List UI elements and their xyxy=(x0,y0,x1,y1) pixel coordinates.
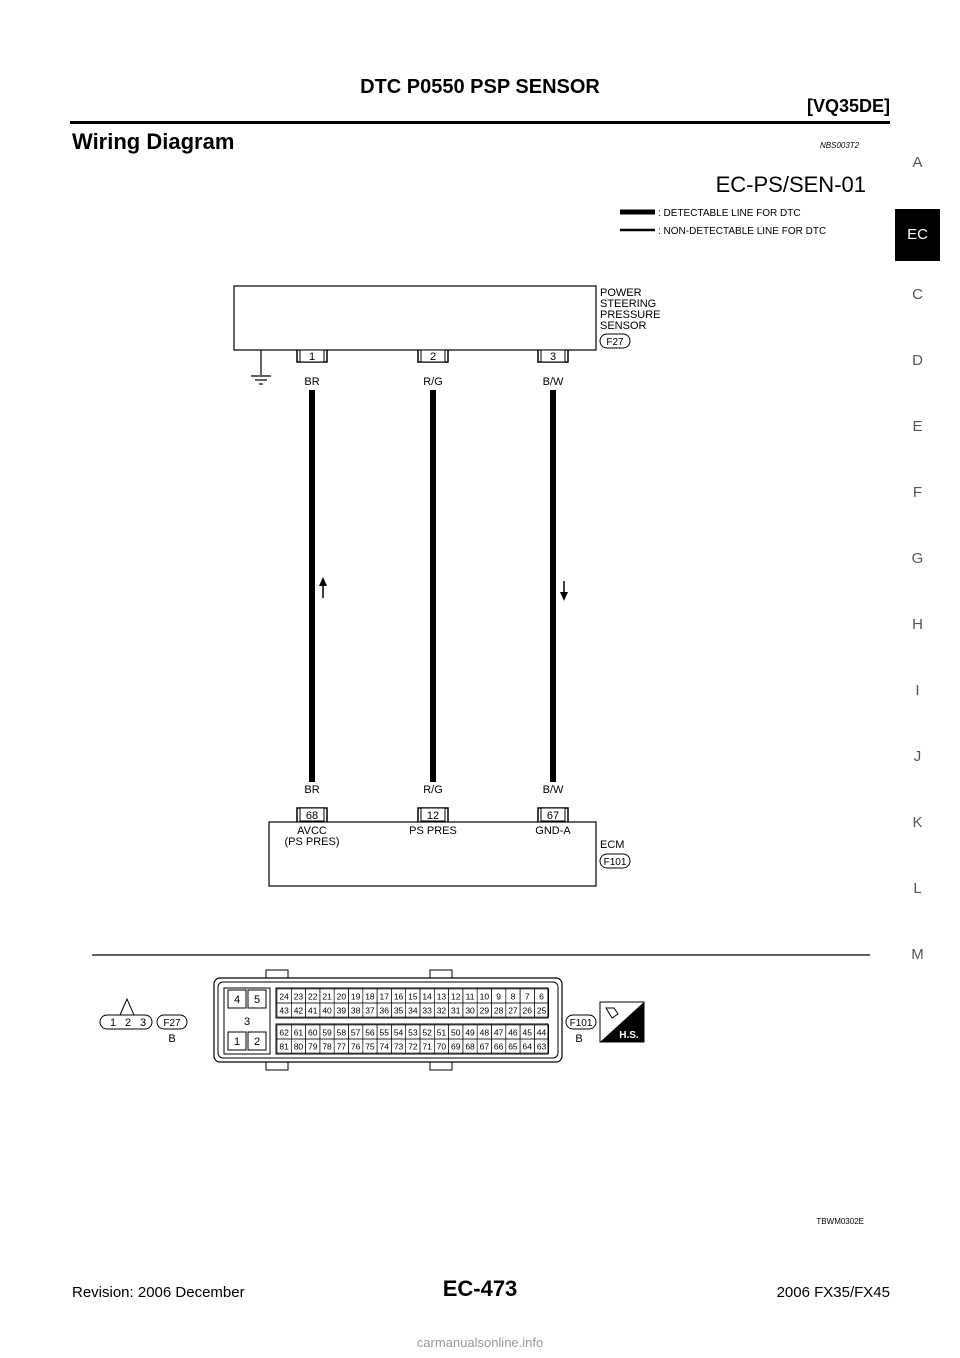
f101-pin-grid xyxy=(277,989,549,1053)
legend-non-detectable-text: : NON-DETECTABLE LINE FOR DTC xyxy=(658,226,827,237)
svg-text:2: 2 xyxy=(429,351,437,363)
f101-pin-label: 35 xyxy=(393,1005,404,1016)
f101-pin-label: 13 xyxy=(436,991,447,1002)
f101-pin-label: 66 xyxy=(493,1041,504,1052)
f101-pin-label: 38 xyxy=(350,1005,361,1016)
f101-pin-label: 43 xyxy=(279,1005,289,1016)
svg-text:4: 4 xyxy=(233,994,241,1006)
side-tab-m[interactable]: M xyxy=(911,946,924,963)
svg-text:67: 67 xyxy=(546,810,560,822)
f101-pin-label: 7 xyxy=(524,991,530,1002)
sensor-name-line-4: SENSOR xyxy=(600,320,647,332)
f101-pin-label: 44 xyxy=(536,1027,547,1038)
sensor-pin-3 xyxy=(538,350,568,363)
f101-pin-label: 31 xyxy=(451,1005,461,1016)
f101-pin-label: 69 xyxy=(451,1041,461,1052)
side-tab-f[interactable]: F xyxy=(912,484,923,501)
section-title: Wiring Diagram xyxy=(72,129,235,154)
f101-pin-label: 20 xyxy=(336,991,347,1002)
svg-text:1: 1 xyxy=(109,1017,117,1029)
svg-text:2: 2 xyxy=(253,1036,261,1048)
f101-pin-label: 78 xyxy=(322,1041,332,1052)
f101-pin-label: 45 xyxy=(522,1027,532,1038)
side-tab-k[interactable]: K xyxy=(912,814,923,831)
wire-color-top-1: BR xyxy=(304,376,320,388)
sensor-pin-2 xyxy=(418,350,448,363)
arrow-up-icon xyxy=(319,577,327,598)
ecm-pin-68 xyxy=(297,808,327,822)
f101-pin-label: 14 xyxy=(422,991,432,1002)
ecm-signal-avcc-sub: (PS PRES) xyxy=(284,836,340,848)
f101-pin-label: 25 xyxy=(536,1005,547,1016)
svg-text:1: 1 xyxy=(308,351,316,363)
side-tab-i[interactable]: I xyxy=(915,682,920,699)
wire-color-bottom-1: BR xyxy=(304,784,320,796)
f101-pin-label: 30 xyxy=(465,1005,475,1016)
f101-pin-label: 15 xyxy=(408,991,418,1002)
svg-text:1: 1 xyxy=(233,1036,241,1048)
svg-text:2: 2 xyxy=(124,1017,132,1029)
f101-pin-label: 22 xyxy=(308,991,318,1002)
ecm-signal-avcc: AVCC xyxy=(297,825,327,837)
footer-revision: Revision: 2006 December xyxy=(72,1284,245,1301)
f101-pin-label: 28 xyxy=(493,1005,504,1016)
f101-pin-label: 24 xyxy=(279,991,289,1002)
f101-pin-label: 73 xyxy=(393,1041,404,1052)
f101-pin-label: 56 xyxy=(365,1027,375,1038)
f101-pin-label: 76 xyxy=(350,1041,361,1052)
f101-pin-label: 75 xyxy=(365,1041,375,1052)
f101-pin-label: 8 xyxy=(510,991,516,1002)
f101-pin-label: 32 xyxy=(436,1005,447,1016)
f101-pin-label: 52 xyxy=(422,1027,432,1038)
f101-pin-label: 26 xyxy=(522,1005,532,1016)
f101-pin-label: 61 xyxy=(293,1027,304,1038)
footer-model: 2006 FX35/FX45 xyxy=(776,1284,890,1301)
f101-pin-label: 18 xyxy=(365,991,375,1002)
diagram-ref-code: TBWM0302E xyxy=(816,1217,864,1226)
svg-text:3: 3 xyxy=(139,1017,147,1029)
ecm-pin-12 xyxy=(418,808,448,822)
f101-pin-label: 50 xyxy=(451,1027,461,1038)
footer-page-number: EC-473 xyxy=(442,1276,518,1301)
header-divider xyxy=(70,121,890,124)
f101-pin-label: 40 xyxy=(322,1005,332,1016)
wire-color-bottom-3: B/W xyxy=(542,784,564,796)
svg-text:3: 3 xyxy=(549,351,557,363)
side-tab-a[interactable]: A xyxy=(912,154,923,171)
f101-pin-label: 68 xyxy=(465,1041,475,1052)
f101-pin-label: 9 xyxy=(496,991,502,1002)
wire-color-bottom-2: R/G xyxy=(423,784,443,796)
side-tab-e[interactable]: E xyxy=(912,418,923,435)
f101-pin-label: 48 xyxy=(479,1027,490,1038)
f101-pin-label: 71 xyxy=(422,1041,432,1052)
svg-text:F27: F27 xyxy=(163,1018,181,1029)
f101-pin-label: 6 xyxy=(539,991,544,1002)
engine-model-label: [VQ35DE] xyxy=(806,96,890,116)
f101-pin-label: 54 xyxy=(393,1027,404,1038)
f27-connector-view xyxy=(100,999,187,1045)
ecm-signal-gnd-a: GND-A xyxy=(535,825,571,837)
sensor-name-line-3: PRESSURE xyxy=(600,309,661,321)
f101-pin-label: 79 xyxy=(308,1041,318,1052)
f101-pin-label: 29 xyxy=(479,1005,490,1016)
f101-pin-label: 39 xyxy=(336,1005,347,1016)
harness-side-badge-icon xyxy=(600,1002,644,1042)
svg-text:68: 68 xyxy=(305,810,319,822)
f101-pin-label: 53 xyxy=(408,1027,418,1038)
side-tab-d[interactable]: D xyxy=(912,352,923,369)
f101-pin-label: 23 xyxy=(293,991,304,1002)
watermark: carmanualsonline.info xyxy=(416,1335,544,1350)
f101-pin-label: 36 xyxy=(379,1005,389,1016)
f101-pin-label: 46 xyxy=(508,1027,518,1038)
f101-pin-label: 60 xyxy=(308,1027,318,1038)
f101-pin-label: 51 xyxy=(436,1027,447,1038)
f101-pin-label: 80 xyxy=(293,1041,304,1052)
f101-pin-label: 41 xyxy=(308,1005,318,1016)
f101-pin-label: 12 xyxy=(451,991,461,1002)
side-tab-h[interactable]: H xyxy=(912,616,923,633)
f101-pin-label: 62 xyxy=(279,1027,289,1038)
f101-pin-label: 63 xyxy=(536,1041,547,1052)
svg-text:B: B xyxy=(168,1033,176,1045)
svg-text:F101: F101 xyxy=(569,1018,593,1029)
f101-pin-label: 64 xyxy=(522,1041,532,1052)
svg-text:B: B xyxy=(575,1033,583,1045)
f101-pin-label: 72 xyxy=(408,1041,418,1052)
f101-pin-label: 65 xyxy=(508,1041,518,1052)
ecm-pin-67 xyxy=(538,808,568,822)
svg-text:3: 3 xyxy=(243,1016,251,1028)
wire-color-top-2: R/G xyxy=(423,376,443,388)
svg-text:5: 5 xyxy=(253,994,261,1006)
side-tab-ec[interactable]: EC xyxy=(895,209,940,261)
legend-detectable-text: : DETECTABLE LINE FOR DTC xyxy=(658,208,801,219)
f101-pin-label: 77 xyxy=(336,1041,347,1052)
sensor-pin-1 xyxy=(297,350,327,363)
f101-pin-label: 58 xyxy=(336,1027,347,1038)
arrow-down-icon xyxy=(560,581,568,601)
wiring-diagram xyxy=(0,170,900,1230)
f101-pin-label: 17 xyxy=(379,991,389,1002)
wire-color-top-3: B/W xyxy=(542,376,564,388)
f101-pin-label: 27 xyxy=(508,1005,518,1016)
sensor-name-line-2: STEERING xyxy=(600,298,657,310)
psp-sensor-box xyxy=(234,286,596,350)
f101-pin-label: 37 xyxy=(365,1005,375,1016)
f101-pin-label: 33 xyxy=(422,1005,432,1016)
side-tab-c[interactable]: C xyxy=(912,286,923,303)
f101-pin-label: 67 xyxy=(479,1041,490,1052)
sensor-name-line-1: POWER xyxy=(600,287,642,299)
ecm-signal-ps-pres: PS PRES xyxy=(409,825,457,837)
f101-pin-label: 16 xyxy=(393,991,404,1002)
f101-pin-label: 59 xyxy=(322,1027,332,1038)
f101-connector-view xyxy=(214,970,596,1070)
side-tab-g[interactable]: G xyxy=(911,550,924,567)
sensor-connector-label: F27 xyxy=(606,337,624,348)
f101-pin-label: 19 xyxy=(350,991,361,1002)
f101-pin-label: 34 xyxy=(408,1005,418,1016)
side-tab-j[interactable]: J xyxy=(913,748,922,765)
f101-pin-label: 10 xyxy=(479,991,490,1002)
f101-pin-label: 47 xyxy=(493,1027,504,1038)
svg-text:12: 12 xyxy=(426,810,440,822)
diagram-id: EC-PS/SEN-01 xyxy=(715,172,866,197)
page-header-title: DTC P0550 PSP SENSOR xyxy=(360,76,600,98)
f101-pin-label: 11 xyxy=(465,991,475,1002)
f101-pin-label: 42 xyxy=(293,1005,304,1016)
section-code: NBS003T2 xyxy=(820,141,860,150)
f101-pin-label: 70 xyxy=(436,1041,447,1052)
f101-pin-label: 55 xyxy=(379,1027,389,1038)
svg-text:H.S.: H.S. xyxy=(619,1030,639,1041)
f101-pin-label: 74 xyxy=(379,1041,389,1052)
ecm-name: ECM xyxy=(600,839,625,851)
ecm-connector-label: F101 xyxy=(603,857,627,868)
section-index-tabs xyxy=(895,143,940,1001)
f101-pin-label: 81 xyxy=(279,1041,289,1052)
f101-pin-label: 57 xyxy=(350,1027,361,1038)
side-tab-l[interactable]: L xyxy=(913,880,922,897)
f101-pin-label: 21 xyxy=(322,991,332,1002)
f101-pin-label: 49 xyxy=(465,1027,475,1038)
